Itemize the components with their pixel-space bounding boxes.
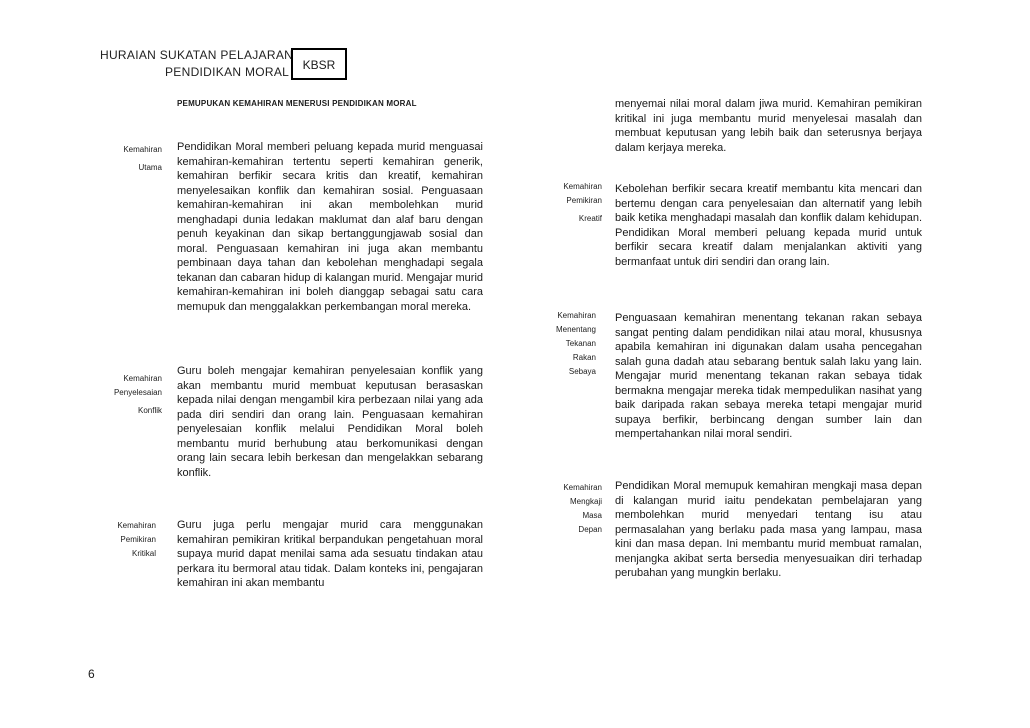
label-pemikiran-kritikal: Kemahiran Pemikiran Kritikal: [117, 521, 156, 558]
paragraph-continuation: menyemai nilai moral dalam jiwa murid. Kemahiran pemikiran kritikal ini juga membantu murid menyelesai masalah dan membuat keputusan yang lebih baik dan seterusnya berjaya dalam kerjaya mereka.: [615, 98, 922, 154]
paragraph-pemikiran-kreatif: Kebolehan berfikir secara kreatif membantu kita mencari dan bertemu dengan cara penyelesaian dan alternatif yang lebih baik ketika menghadapi masalah dan konflik dalam kehidupan. Pendidikan Moral memberi peluang kepada murid untuk berfikir secara kreatif dalam menjalankan aktiviti yang bermanfaat untuk diri sendiri dan orang lain.: [615, 183, 922, 268]
header-line-1: HURAIAN SUKATAN PELAJARAN: [100, 48, 294, 62]
label-pemikiran-kreatif: Kemahiran Pemikiran Kreatif: [563, 182, 602, 223]
header-line-2: PENDIDIKAN MORAL: [165, 65, 290, 79]
kbsr-badge: KBSR: [291, 48, 347, 80]
page-number: 6: [88, 667, 95, 681]
section-title: PEMUPUKAN KEMAHIRAN MENERUSI PENDIDIKAN MORAL: [177, 99, 417, 108]
paragraph-kemahiran-utama: Pendidikan Moral memberi peluang kepada murid menguasai kemahiran-kemahiran tertentu seperti kemahiran generik, kemahiran berfikir secara kritis dan kreatif, kemahiran menyelesaikan konflik dan kemahiran sosial. Penguasaan kemahiran-kemahiran ini akan membolehkan murid menghadapi dunia ledakan maklumat dan alaf baru dengan penuh keyakinan dan sikap bertanggungjawab sosial dan moral. Penguasaan kemahiran ini juga akan membantu pembinaan daya tahan dan kebolehan menghadapi segala tekanan dan cabaran hidup di kalangan murid. Mengajar murid kemahiran-kemahiran ini boleh dianggap sebagai satu cara memupuk dan menggalakkan perkembangan moral mereka.: [177, 141, 483, 313]
label-mengkaji-masa-depan: Kemahiran Mengkaji Masa Depan: [563, 483, 602, 534]
paragraph-menentang-tekanan: Penguasaan kemahiran menentang tekanan rakan sebaya sangat penting dalam pendidikan nilai atau moral, khususnya apabila kemahiran ini digunakan dalam usaha pencegahan salah guna dadah atau sebarang bentuk salah laku yang lain. Mengajar murid menentang tekanan rakan sebaya tidak bermakna mengajar mereka tidak mempedulikan nasihat yang baik daripada rakan sebaya mereka tetapi mengajar murid supaya berfikir, berbincang dengan sumber lain dan mempertahankan nilai moral sendiri.: [615, 312, 922, 440]
label-penyelesaian-konflik: Kemahiran Penyelesaian Konflik: [113, 374, 162, 415]
label-menentang-tekanan: Kemahiran Menentang Tekanan Rakan Sebaya: [555, 311, 596, 376]
label-kemahiran-utama: Kemahiran Utama: [123, 145, 162, 172]
paragraph-penyelesaian-konflik: Guru boleh mengajar kemahiran penyelesaian konflik yang akan membantu murid membuat keputusan berasaskan kepada nilai dengan mengambil kira perbezaan nilai yang ada pada diri sendiri dan orang lain. Penguasaan kemahiran penyelesaian konflik melalui Pendidikan Moral boleh membantu murid berhubung atau berkomunikasi dengan orang lain secara lebih berkesan dan mengelakkan sebarang konflik.: [177, 365, 483, 479]
paragraph-pemikiran-kritikal: Guru juga perlu mengajar murid cara menggunakan kemahiran pemikiran kritikal berpandukan pengetahuan moral supaya murid dapat menilai sama ada sesuatu tindakan atau perkara itu bermoral atau tidak. Dalam konteks ini, pengajaran kemahiran ini akan membantu: [177, 519, 483, 589]
paragraph-mengkaji-masa-depan: Pendidikan Moral memupuk kemahiran mengkaji masa depan di kalangan murid iaitu pendekatan pembelajaran yang membolehkan murid menyedari tentang isu atau permasalahan yang berlaku pada masa yang lampau, masa kini dan masa depan. Ini membantu murid membuat ramalan, menjangka akibat serta bersedia menyesuaikan diri terhadap perubahan yang mungkin berlaku.: [615, 480, 922, 579]
